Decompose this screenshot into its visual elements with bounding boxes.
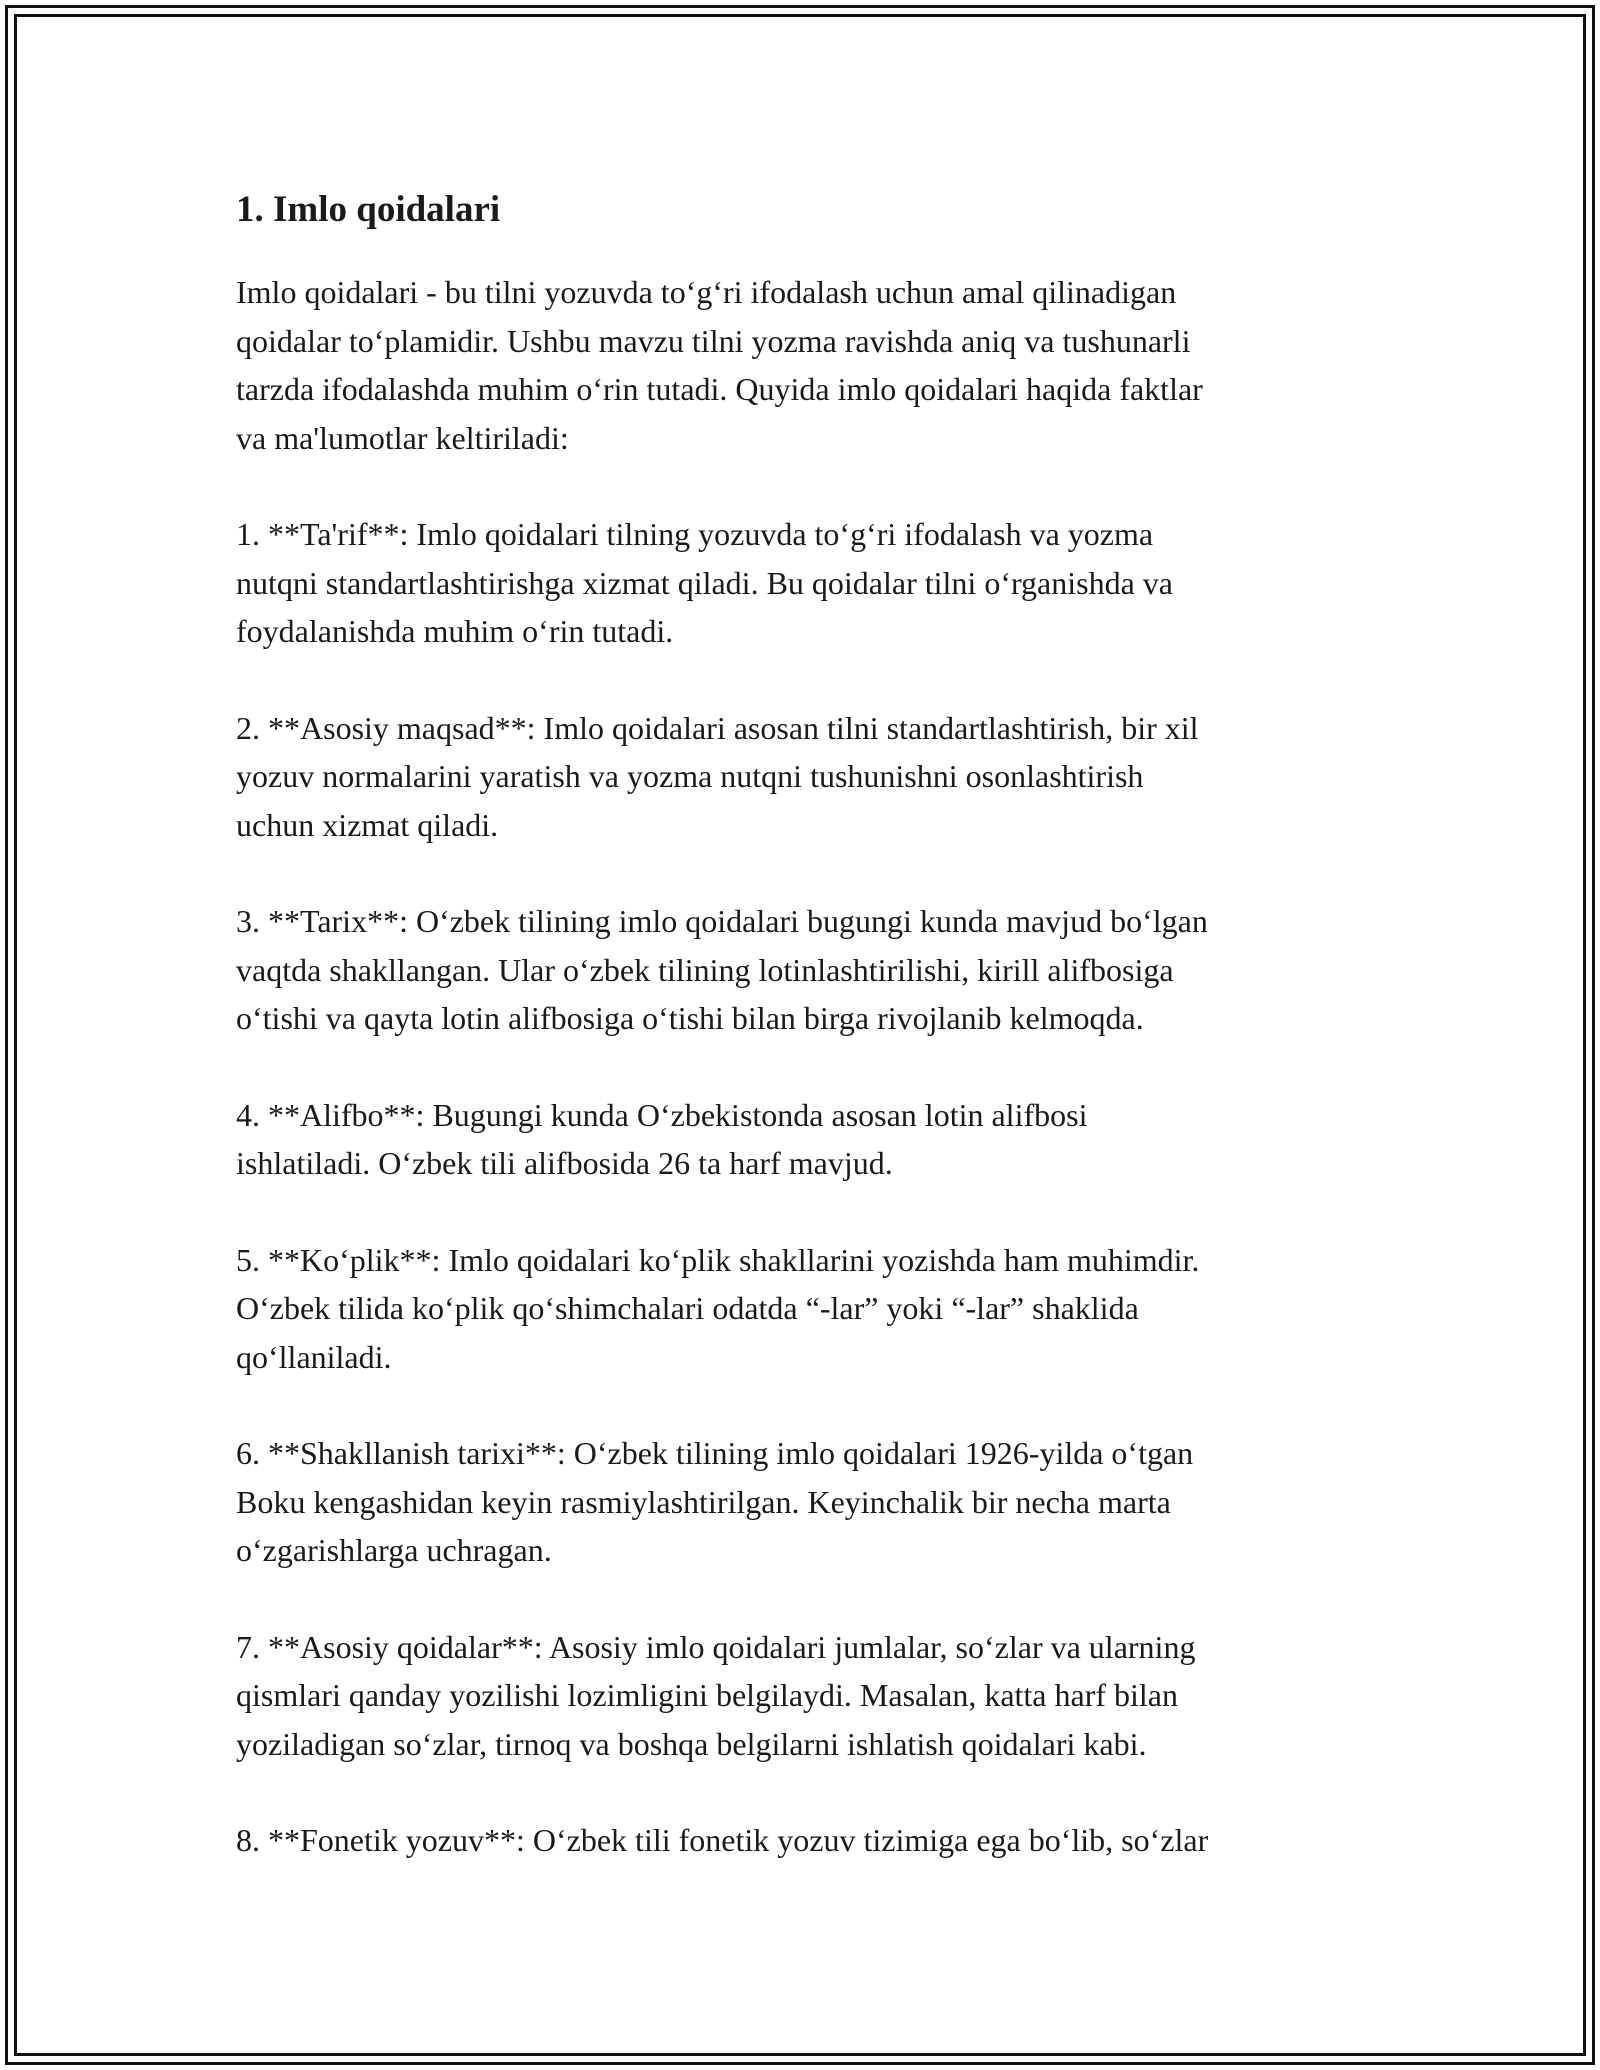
list-item-asosiy-maqsad: 2. **Asosiy maqsad**: Imlo qoidalari asosan tilni standartlashtirish, bir xil yozuv normalarini yaratish va yozma nutqni tushunishni osonlashtirish uchun xizmat qiladi. (236, 709, 1199, 843)
list-item-shakllanish-tarixi: 6. **Shakllanish tarixi**: O‘zbek tilining imlo qoidalari 1926-yilda o‘tgan Boku kengashidan keyin rasmiylashtirilgan. Keyinchalik bir necha marta o‘zgarishlarga uchragan. (236, 1435, 1194, 1568)
list-item-fonetik-yozuv: 8. **Fonetik yozuv**: O‘zbek tili fonetik yozuv tizimiga ega bo‘lib, so‘zlar (236, 1822, 1209, 1858)
list-item-tarix: 3. **Tarix**: O‘zbek tilining imlo qoidalari bugungi kunda mavjud bo‘lgan vaqtda shakllangan. Ular o‘zbek tilining lotinlashtirilishi, kirill alifbosiga o‘tishi va qayta lotin alifbosiga o‘tishi bilan birga rivojlanib kelmoqda. (236, 903, 1208, 1036)
list-item-koplik: 5. **Ko‘plik**: Imlo qoidalari ko‘plik shakllarini yozishda ham muhimdir. O‘zbek tilida ko‘plik qo‘shimchalari odatda “-lar” yoki “-lar” shaklida qo‘llaniladi. (236, 1241, 1200, 1375)
intro-paragraph: Imlo qoidalari - bu tilni yozuvda to‘g‘ri ifodalash uchun amal qilinadigan qoidalar to‘plamidir. Ushbu mavzu tilni yozma ravishda aniq va tushunarli tarzda ifodalashda muhim o‘rin tutadi. Quyida imlo qoidalari haqida faktlar va ma'lumotlar keltiriladi: (236, 274, 1203, 456)
list-item-tarif: 1. **Ta'rif**: Imlo qoidalari tilning yozuvda to‘g‘ri ifodalash va yozma nutqni standartlashtirishga xizmat qiladi. Bu qoidalar tilni o‘rganishda va foydalanishda muhim o‘rin tutadi. (236, 516, 1173, 649)
document-title: 1. Imlo qoidalari (236, 189, 501, 230)
list-item-asosiy-qoidalar: 7. **Asosiy qoidalar**: Asosiy imlo qoidalari jumlalar, so‘zlar va ularning qismlari qanday yozilishi lozimligini belgilaydi. Masalan, katta harf bilan yoziladigan so‘zlar, tirnoq va boshqa belgilarni ishlatish qoidalari kabi. (236, 1628, 1196, 1762)
list-item-alifbo: 4. **Alifbo**: Bugungi kunda O‘zbekistonda asosan lotin alifbosi ishlatiladi. O‘zbek tili alifbosida 26 ta harf mavjud. (236, 1096, 1088, 1181)
document-body (236, 186, 1366, 1913)
